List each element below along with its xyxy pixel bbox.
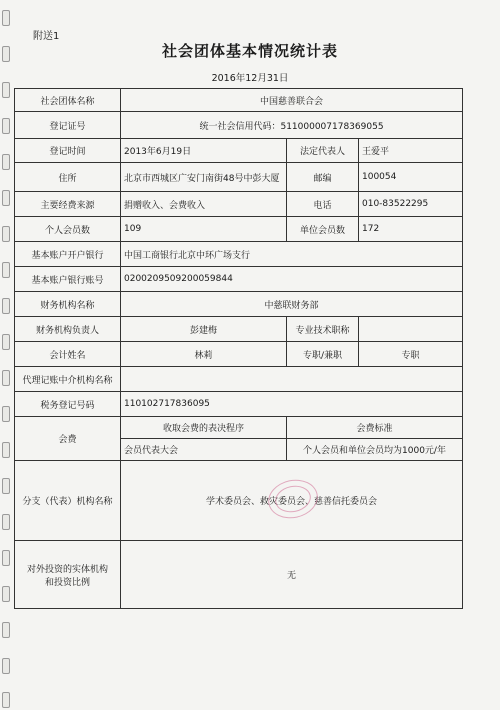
row-finance-org xyxy=(15,292,463,317)
finance-head-label: 财务机构负责人 xyxy=(15,317,121,342)
funding-label: 主要经费来源 xyxy=(15,192,121,217)
branches-label: 分支（代表）机构名称 xyxy=(15,461,121,541)
row-account xyxy=(15,267,463,292)
bank-label: 基本账户开户银行 xyxy=(15,242,121,267)
org-name-label: 社会团体名称 xyxy=(15,89,121,112)
row-branches xyxy=(15,461,463,541)
attachment-label: 附送1 xyxy=(33,31,60,42)
zip-value: 100054 xyxy=(359,163,463,192)
info-table xyxy=(14,88,463,609)
funding-value: 捐赠收入、会费收入 xyxy=(121,192,287,217)
row-investment xyxy=(15,541,463,609)
unit-members-label: 单位会员数 xyxy=(287,217,359,242)
address-label: 住所 xyxy=(15,163,121,192)
agent-label: 代理记账中介机构名称 xyxy=(15,367,121,392)
professional-title-label: 专业技术职称 xyxy=(287,317,359,342)
row-tax xyxy=(15,392,463,417)
legal-rep-value: 王爱平 xyxy=(359,139,463,163)
accountant-value: 林莉 xyxy=(121,342,287,367)
report-date: 2016年12月31日 xyxy=(211,73,289,84)
fee-procedure-header: 收取会费的表决程序 xyxy=(121,417,287,439)
unit-members-value: 172 xyxy=(359,217,463,242)
employment-type-value: 专职 xyxy=(359,342,463,367)
phone-value: 010-83522295 xyxy=(359,192,463,217)
account-value: 0200209509200059844 xyxy=(121,267,463,292)
fee-standard-value: 个人会员和单位会员均为1000元/年 xyxy=(287,439,463,461)
reg-no-value: 统一社会信用代码：511000007178369055 xyxy=(121,112,463,139)
investment-value: 无 xyxy=(121,541,463,609)
row-reg-time xyxy=(15,139,463,163)
phone-label: 电话 xyxy=(287,192,359,217)
investment-label-line2: 和投资比例 xyxy=(44,577,90,588)
address-value: 北京市西城区广安门南街48号中彭大厦 xyxy=(121,163,287,192)
page-title: 社会团体基本情况统计表 xyxy=(161,42,338,60)
finance-org-value: 中慈联财务部 xyxy=(121,292,463,317)
row-funding xyxy=(15,192,463,217)
individual-members-value: 109 xyxy=(121,217,287,242)
row-accountant xyxy=(15,342,463,367)
row-reg-no xyxy=(15,112,463,139)
row-fee-header xyxy=(15,417,463,439)
investment-label-line1: 对外投资的实体机构 xyxy=(26,564,108,575)
branches-value: 学术委员会、救灾委员会、慈善信托委员会 xyxy=(121,461,463,541)
account-label: 基本账户银行账号 xyxy=(15,267,121,292)
fee-procedure-value: 会员代表大会 xyxy=(121,439,287,461)
agent-value xyxy=(121,367,463,392)
reg-time-label: 登记时间 xyxy=(15,139,121,163)
bank-value: 中国工商银行北京中环广场支行 xyxy=(121,242,463,267)
row-agent xyxy=(15,367,463,392)
finance-org-label: 财务机构名称 xyxy=(15,292,121,317)
row-finance-head xyxy=(15,317,463,342)
professional-title-value xyxy=(359,317,463,342)
tax-label: 税务登记号码 xyxy=(15,392,121,417)
binding-holes xyxy=(0,0,14,710)
row-members xyxy=(15,217,463,242)
org-name-value: 中国慈善联合会 xyxy=(121,89,463,112)
legal-rep-label: 法定代表人 xyxy=(287,139,359,163)
row-bank xyxy=(15,242,463,267)
fee-label: 会费 xyxy=(15,417,121,461)
row-address xyxy=(15,163,463,192)
accountant-label: 会计姓名 xyxy=(15,342,121,367)
zip-label: 邮编 xyxy=(287,163,359,192)
employment-type-label: 专职/兼职 xyxy=(287,342,359,367)
finance-head-value: 彭建梅 xyxy=(121,317,287,342)
tax-value: 110102717836095 xyxy=(121,392,463,417)
fee-standard-header: 会费标准 xyxy=(287,417,463,439)
reg-no-label: 登记证号 xyxy=(15,112,121,139)
investment-label xyxy=(15,541,121,609)
individual-members-label: 个人会员数 xyxy=(15,217,121,242)
row-org-name xyxy=(15,89,463,112)
reg-time-value: 2013年6月19日 xyxy=(121,139,287,163)
